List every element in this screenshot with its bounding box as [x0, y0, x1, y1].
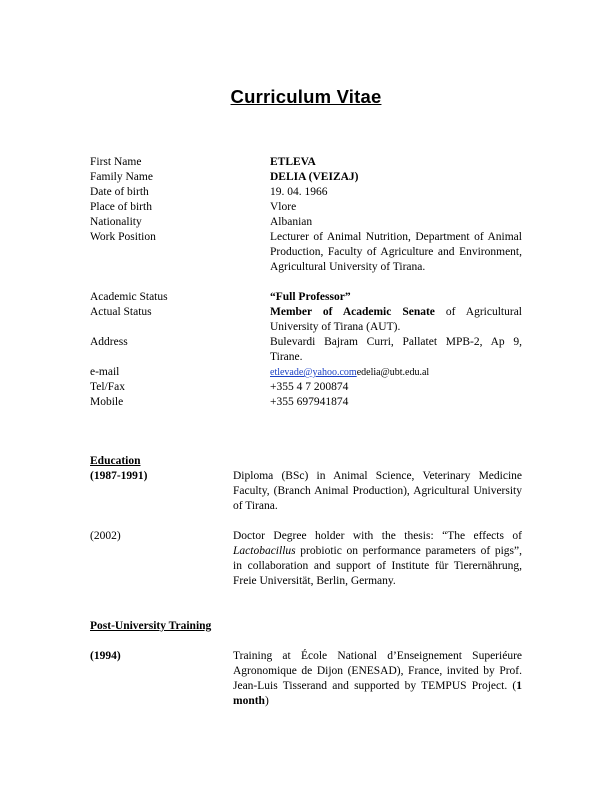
thesis-text-a: Doctor Degree holder with the thesis: “The effects of	[233, 530, 522, 542]
nationality-value: Albanian	[270, 216, 313, 228]
nationality-label: Nationality	[90, 216, 142, 228]
email-link[interactable]: etlevade@yahoo.com	[270, 367, 357, 378]
email-row	[90, 365, 522, 380]
education-year: (2002)	[90, 530, 121, 542]
academic-label: Academic Status	[90, 291, 168, 303]
education-entry	[90, 529, 522, 589]
pob-label: Place of birth	[90, 201, 152, 213]
pob-value: Vlore	[270, 201, 297, 213]
education-heading: Education	[90, 455, 141, 467]
first-name-value: ETLEVA	[270, 156, 316, 168]
actual-bold: Member of Academic Senate	[270, 306, 435, 318]
work-row	[90, 230, 522, 275]
actual-rest: of Agricultural University of Tirana (AUT).	[270, 306, 522, 333]
academic-row	[90, 290, 522, 305]
dob-label: Date of birth	[90, 186, 149, 198]
address-label: Address	[90, 336, 128, 348]
cv-title: Curriculum Vitae	[230, 86, 382, 107]
training-desc	[233, 649, 522, 709]
mobile-label: Mobile	[90, 396, 124, 408]
address-value: Bulevardi Bajram Curri, Pallatet MPB-2, Ap 9, Tirane.	[270, 336, 522, 363]
mobile-value: +355 697941874	[270, 396, 349, 408]
actual-label: Actual Status	[90, 306, 152, 318]
education-entry	[90, 469, 522, 514]
actual-value	[270, 305, 522, 335]
mobile-row	[90, 395, 522, 410]
tel-value: +355 4 7 200874	[270, 381, 349, 393]
nationality-row	[90, 215, 522, 230]
address-row	[90, 335, 522, 365]
training-year: (1994)	[90, 650, 121, 662]
actual-row	[90, 305, 522, 335]
dob-row	[90, 185, 522, 200]
email-value	[270, 365, 522, 380]
tel-label: Tel/Fax	[90, 381, 125, 393]
training-section	[90, 619, 522, 709]
education-year: (1987-1991)	[90, 470, 148, 482]
first-name-label: First Name	[90, 156, 142, 168]
family-name-value: DELIA (VEIZAJ)	[270, 171, 359, 183]
pob-row	[90, 200, 522, 215]
dob-value: 19. 04. 1966	[270, 186, 328, 198]
academic-value: “Full Professor”	[270, 291, 351, 303]
thesis-text-b: probiotic on performance parameters of pigs”, in collaboration and support of Institute für Tierernährung, Freie Universität, Berlin, Germany.	[233, 545, 522, 587]
education-desc: Diploma (BSc) in Animal Science, Veterinary Medicine Faculty, (Branch Animal Production), Agricultural University of Tirana.	[233, 470, 522, 512]
education-section	[90, 454, 522, 589]
training-text-b: )	[264, 695, 269, 707]
email-secondary: edelia@ubt.edu.al	[356, 367, 430, 378]
first-name-row	[90, 155, 522, 170]
thesis-italic: Lactobacillus	[233, 545, 296, 557]
email-label: e-mail	[90, 366, 120, 378]
work-label: Work Position	[90, 231, 156, 243]
training-text-a: Training at École National d’Enseignement Superiéure Agronomique de Dijon (ENESAD), France, invited by Prof. Jean-Luis Tisserand and supported by TEMPUS Project. (	[233, 650, 522, 692]
tel-row	[90, 380, 522, 395]
education-desc	[233, 529, 522, 589]
family-name-label: Family Name	[90, 171, 153, 183]
training-bold: 1 month	[233, 680, 522, 707]
family-name-row	[90, 170, 522, 185]
work-value: Lecturer of Animal Nutrition, Department of Animal Production, Faculty of Agriculture and Environment, Agricultural University of Tirana.	[270, 231, 522, 273]
training-heading: Post-University Training	[90, 620, 212, 632]
personal-info	[90, 155, 522, 410]
training-entry	[90, 649, 522, 709]
